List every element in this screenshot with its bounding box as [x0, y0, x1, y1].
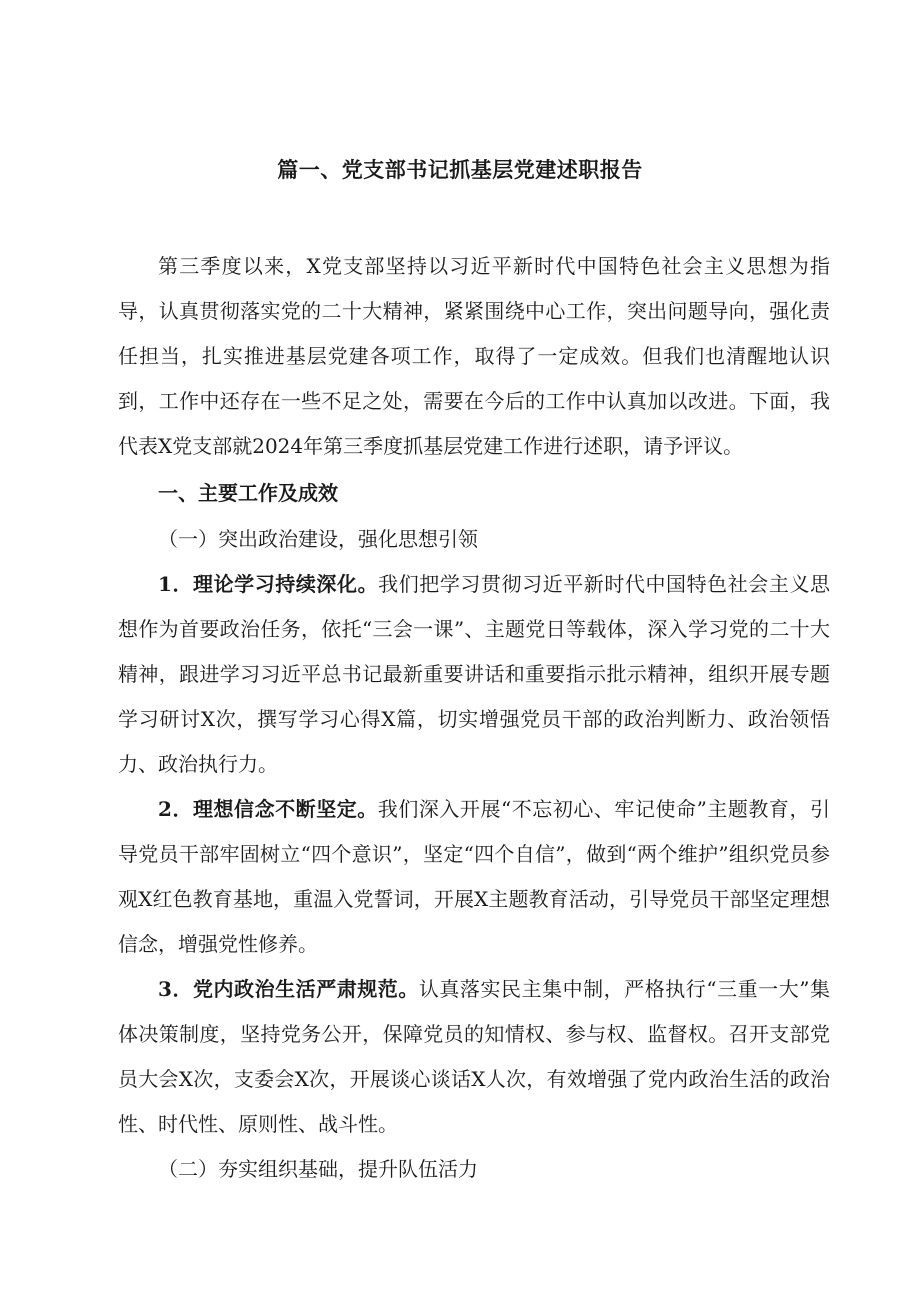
document-body [118, 244, 830, 1192]
intro-paragraph: 第三季度以来，X党支部坚持以习近平新时代中国特色社会主义思想为指导，认真贯彻落实党的二十大精神，紧紧围绕中心工作，突出问题导向，强化责任担当，扎实推进基层党建各项工作，取得了一定成效。但我们也清醒地认识到，工作中还存在一些不足之处，需要在今后的工作中认真加以改进。下面，我代表X党支部就2024年第三季度抓基层党建工作进行述职，请予评议。 [118, 254, 830, 458]
subsection-heading-political-building: （一）突出政治建设，强化思想引领 [158, 527, 478, 551]
item-text-3: 认真落实民主集中制，严格执行“三重一大”集体决策制度，坚持党务公开，保障党员的知情权、参与权、监督权。召开支部党员大会X次，支委会X次，开展谈心谈话X人次，有效增强了党内政治生活的政治性、时代性、原则性、战斗性。 [118, 977, 830, 1136]
item-lead-3: 3．党内政治生活严肃规范。 [158, 977, 419, 1001]
item-paragraph-3 [118, 967, 830, 1147]
item-lead-1: 1．理论学习持续深化。 [158, 572, 379, 596]
section-heading-main-work: 一、主要工作及成效 [158, 481, 338, 505]
item-paragraph-1 [118, 562, 830, 787]
item-lead-2: 2．理想信念不断坚定。 [158, 797, 378, 821]
item-paragraph-2 [118, 787, 830, 967]
item-text-2: 我们深入开展“不忘初心、牢记使命”主题教育，引导党员干部牢固树立“四个意识”，坚定“四个自信”，做到“两个维护”组织党员参观X红色教育基地，重温入党誓词，开展X主题教育活动，引导党员干部坚定理想信念，增强党性修养。 [118, 797, 830, 956]
subsection-heading-organization: （二）夯实组织基础，提升队伍活力 [158, 1157, 478, 1181]
document-title: 篇一、党支部书记抓基层党建述职报告 [277, 158, 643, 182]
item-text-1: 我们把学习贯彻习近平新时代中国特色社会主义思想作为首要政治任务，依托“三会一课”、主题党日等载体，深入学习党的二十大精神，跟进学习习近平总书记最新重要讲话和重要指示批示精神，组织开展专题学习研讨X次，撰写学习心得X篇，切实增强党员干部的政治判断力、政治领悟力、政治执行力。 [118, 572, 831, 776]
